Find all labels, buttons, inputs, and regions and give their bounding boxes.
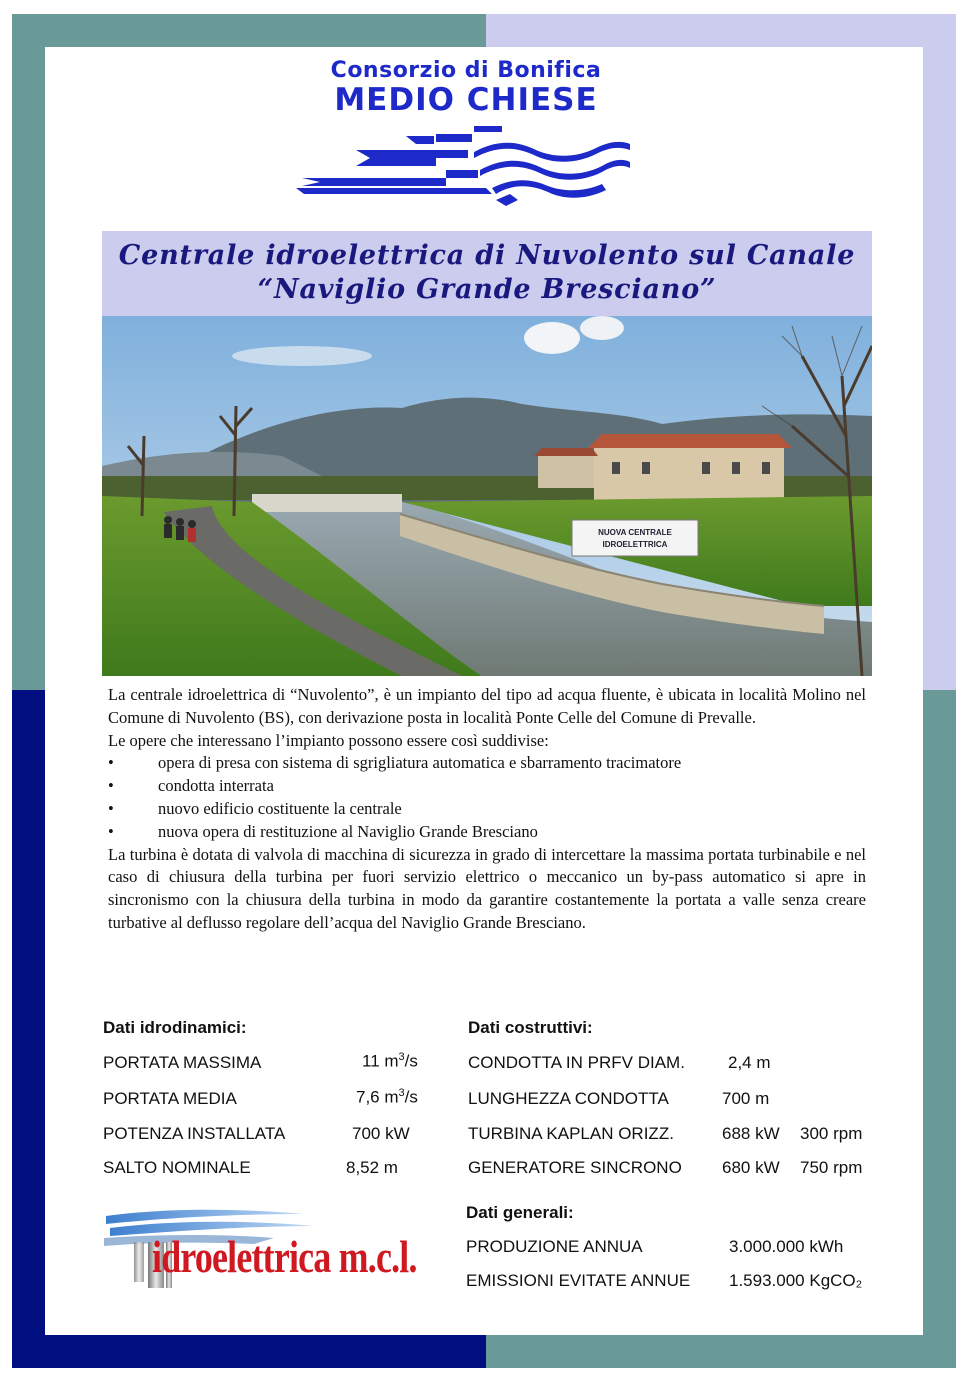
list-item: • opera di presa con sistema di sgrigliatura automatica e sbarramento tracimatore	[108, 752, 866, 775]
hydro-label-0: PORTATA MASSIMA	[103, 1053, 262, 1072]
hydro-value-0: 11 $m^3/s$	[362, 1051, 418, 1071]
banner-line-2: IDROELETTRICA	[602, 540, 668, 549]
construction-heading: Dati costruttivi:	[468, 1018, 593, 1037]
banner-line-1: NUOVA CENTRALE	[598, 528, 672, 537]
works-list	[108, 752, 866, 843]
hydro-label-1: PORTATA MEDIA	[103, 1089, 237, 1108]
hydro-label-2: POTENZA INSTALLATA	[103, 1124, 286, 1143]
list-item: • nuova opera di restituzione al Naviglio Grande Bresciano	[108, 821, 866, 844]
general-label-1: EMISSIONI EVITATE ANNUE	[466, 1271, 691, 1290]
construction-value-2: 688 kW	[722, 1124, 780, 1143]
description	[108, 684, 866, 935]
title-band	[102, 231, 872, 316]
general-value-0: 3.000.000 kWh	[729, 1237, 844, 1256]
construction-value-1: 700 m	[722, 1089, 770, 1108]
list-item: • nuovo edificio costituente la centrale	[108, 798, 866, 821]
general-value-1: 1.593.000 KgCO₂	[729, 1271, 863, 1290]
hydro-value-2: 700 kW	[352, 1124, 410, 1143]
consorzio-logo	[296, 58, 636, 208]
footer-logo-text: idroelettrica m.c.l.	[152, 1231, 417, 1282]
construction-label-0: CONDOTTA IN PRFV DIAM.	[468, 1053, 685, 1072]
hydro-value-1: 7,6 $m^3/s$	[356, 1087, 418, 1107]
hydro-label-3: SALTO NOMINALE	[103, 1158, 251, 1177]
works-intro: Le opere che interessano l’impianto possono essere così suddivise:	[108, 730, 549, 750]
hydro-heading: Dati idrodinamici:	[103, 1018, 247, 1037]
intro-paragraph: La centrale idroelettrica di “Nuvolento”, è un impianto del tipo ad acqua fluente, è ubicata in località Molino nel Comune di Nuvolento (BS), con derivazione posta in località Ponte Celle del Comune di Prevalle.	[108, 685, 866, 727]
construction-label-1: LUNGHEZZA CONDOTTA	[468, 1089, 669, 1108]
construction-label-2: TURBINA KAPLAN ORIZZ.	[468, 1124, 674, 1143]
list-item: • condotta interrata	[108, 775, 866, 798]
construction-extra-3: 750 rpm	[800, 1158, 863, 1177]
general-heading: Dati generali:	[466, 1203, 574, 1222]
logo-line-2: MEDIO CHIESE	[334, 82, 598, 118]
waves-logo-icon	[296, 122, 636, 206]
construction-value-3: 680 kW	[722, 1158, 780, 1177]
page-title-line-2: “Naviglio Grande Bresciano”	[257, 274, 717, 305]
construction-label-3: GENERATORE SINCRONO	[468, 1158, 682, 1177]
general-label-0: PRODUZIONE ANNUA	[466, 1237, 643, 1256]
construction-extra-2: 300 rpm	[800, 1124, 863, 1143]
page-title-line-1: Centrale idroelettrica di Nuvolento sul Canale	[118, 240, 856, 271]
logo-line-1: Consorzio di Bonifica	[330, 58, 602, 83]
construction-value-0: 2,4 m	[728, 1053, 771, 1072]
hydro-value-3: 8,52 m	[346, 1158, 398, 1177]
idroelettrica-logo	[104, 1208, 434, 1300]
turbine-paragraph: La turbina è dotata di valvola di macchina di sicurezza in grado di intercettare la massima portata turbinabile e nel caso di chiusura della turbina per fuori servizio elettrico o meccanico un by-pass automatico si apre in sincronismo con la chiusura della turbina in modo da garantire costantemente la portata a valle senza creare turbative al deflusso regolare dell’acqua del Naviglio Grande Bresciano.	[108, 844, 866, 932]
canal-photo	[102, 316, 872, 676]
